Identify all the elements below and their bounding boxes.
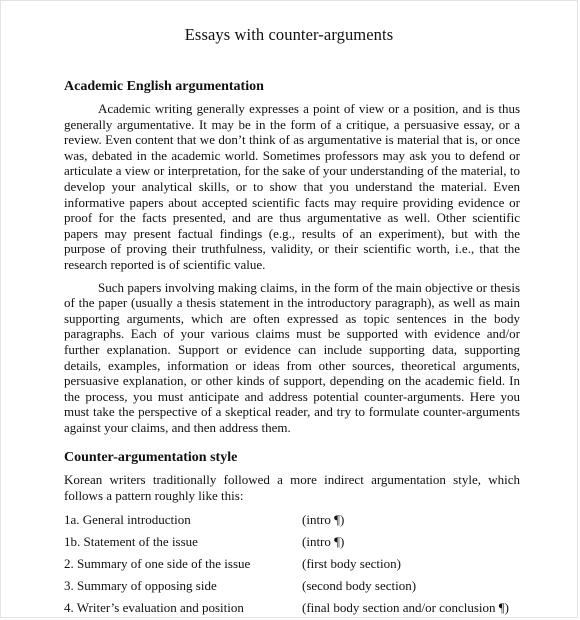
paragraph-intro: Korean writers traditionally followed a more indirect argumentation style, which follows a pattern roughly like this: — [64, 472, 520, 504]
outline-row — [64, 509, 520, 531]
section-heading-counter-argumentation: Counter-argumentation style — [64, 450, 238, 466]
outline-item: 2. Summary of one side of the issue — [64, 555, 251, 571]
paragraph-2: Such papers involving making claims, in the form of the main objective or thesis of the paper (usually a thesis statement in the introductory paragraph), as well as main supporting arguments, which are often expressed as topic sentences in the body paragraphs. Each of your various claims must be supported with evidence and/or further explanation. Support or evidence can include supporting data, supporting details, examples, information or ideas from other sources, theoretical arguments, persuasive explanation, or other kinds of support, depending on the academic field. In the process, you must anticipate and address potential counter-arguments. Here you must take the perspective of a skeptical reader, and try to formulate counter-arguments against your claims, and then address them. — [64, 279, 520, 435]
outline-note: (final body section and/or conclusion ¶) — [302, 599, 509, 615]
outline-item: 4. Writer’s evaluation and position — [64, 599, 244, 615]
outline-note: (first body section) — [302, 555, 401, 571]
outline-row — [64, 575, 520, 597]
outline-note: (second body section) — [302, 577, 417, 593]
paragraph-1: Academic writing generally expresses a point of view or a position, and is thus generally argumentative. It may be in the form of a critique, a persuasive essay, or a review. Even content that we don’t think of as argumentative is material that is, or once was, debated in the academic world. Sometimes professors may ask you to defend or articulate a view or interpretation, for the sake of your understanding of the material, to develop your analytical skills, or to show that you understand the material. Even informative papers about accepted scientific facts may require providing evidence or proof for the facts presented, and are thus argumentative as well. Other scientific papers may present factual findings (e.g., results of an experiment), but with the purpose of proving their truthfulness, validity, or their scientific worth, i.e., that the research reported is of scientific value. — [64, 101, 520, 272]
section-heading-academic-argumentation: Academic English argumentation — [64, 79, 264, 94]
outline-item: 1a. General introduction — [64, 511, 191, 527]
outline-row — [64, 531, 520, 553]
document-title: Essays with counter-arguments — [184, 25, 394, 44]
outline-item: 3. Summary of opposing side — [64, 577, 217, 593]
document-body — [64, 79, 520, 619]
outline-item: 1b. Statement of the issue — [64, 533, 198, 549]
outline-note: (intro ¶) — [302, 511, 345, 527]
outline-row — [64, 553, 520, 575]
outline-row — [64, 597, 520, 619]
outline-note: (intro ¶) — [302, 533, 345, 549]
outline-list — [64, 509, 520, 619]
